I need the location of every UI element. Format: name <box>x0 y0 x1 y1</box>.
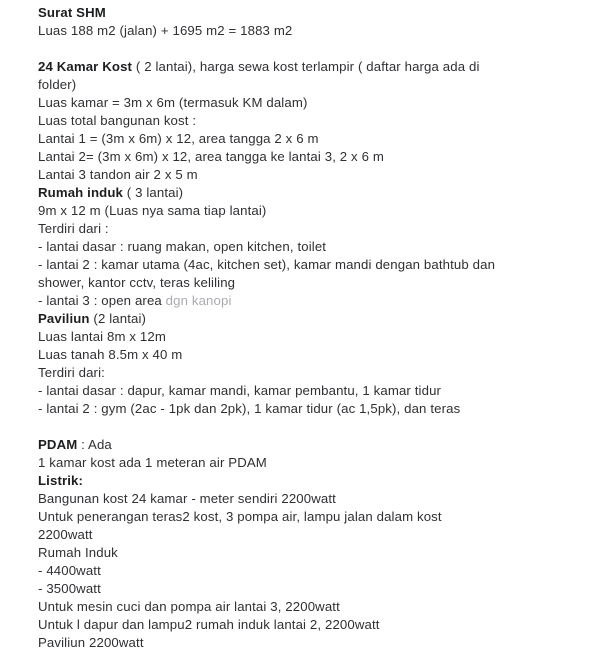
section-heading-detail: (2 lantai) <box>89 311 147 326</box>
text-line <box>38 112 500 130</box>
text-run: Lantai 3 tandon air 2 x 5 m <box>38 167 198 182</box>
text-line <box>38 148 500 166</box>
text-line <box>38 508 500 544</box>
section-heading-detail: : Ada <box>77 437 112 452</box>
text-run: Rumah Induk <box>38 545 118 560</box>
text-line <box>38 166 500 184</box>
text-run: - 3500watt <box>38 581 101 596</box>
text-run: - lantai 2 : kamar utama (4ac, kitchen set), kamar mandi dengan bathtub dan shower, kantor cctv, teras keliling <box>38 257 496 290</box>
text-run: Lantai 2= (3m x 6m) x 12, area tangga ke lantai 3, 2 x 6 m <box>38 149 384 164</box>
text-line <box>38 238 500 256</box>
muted-text-run: dgn kanopi <box>165 293 232 308</box>
text-run: - lantai 2 : gym (2ac - 1pk dan 2pk), 1 kamar tidur (ac 1,5pk), dan teras <box>38 401 461 416</box>
text-line <box>38 580 500 598</box>
section-heading-label: Paviliun <box>38 311 90 326</box>
text-run: Untuk mesin cuci dan pompa air lantai 3, 2200watt <box>38 599 340 614</box>
text-line <box>38 490 500 508</box>
text-run: Terdiri dari : <box>38 221 109 236</box>
text-line <box>38 454 500 472</box>
text-run: Luas total bangunan kost : <box>38 113 197 128</box>
text-line <box>38 256 500 292</box>
text-run: Bangunan kost 24 kamar - meter sendiri 2200watt <box>38 491 336 506</box>
text-run: Luas lantai 8m x 12m <box>38 329 166 344</box>
section-heading-inline <box>38 184 500 202</box>
text-run: Paviliun 2200watt <box>38 635 144 650</box>
text-line <box>38 598 500 616</box>
section-heading-detail: ( 3 lantai) <box>122 185 184 200</box>
section-heading-detail: ( 2 lantai), harga sewa kost terlampir ( daftar harga ada di folder) <box>38 59 480 92</box>
text-line <box>38 400 500 418</box>
section-heading-inline <box>38 58 500 94</box>
text-run: Lantai 1 = (3m x 6m) x 12, area tangga 2 x 6 m <box>38 131 319 146</box>
text-run: - lantai dasar : dapur, kamar mandi, kamar pembantu, 1 kamar tidur <box>38 383 442 398</box>
text-run: - lantai 3 : open area <box>38 293 166 308</box>
text-run: Luas kamar = 3m x 6m (termasuk KM dalam) <box>38 95 308 110</box>
section-heading: Listrik: <box>38 473 84 488</box>
text-line <box>38 544 500 562</box>
text-run: Luas 188 m2 (jalan) + 1695 m2 = 1883 m2 <box>38 23 293 38</box>
section-heading-inline <box>38 310 500 328</box>
text-run: Untuk l dapur dan lampu2 rumah induk lantai 2, 2200watt <box>38 617 380 632</box>
section-heading-label: PDAM <box>38 437 78 452</box>
text-line <box>38 616 500 634</box>
paragraph-spacer <box>38 418 500 436</box>
text-run: - 4400watt <box>38 563 101 578</box>
text-line <box>38 328 500 346</box>
text-run: - lantai dasar : ruang makan, open kitchen, toilet <box>38 239 327 254</box>
text-line <box>38 364 500 382</box>
text-run: Untuk penerangan teras2 kost, 3 pompa air, lampu jalan dalam kost 2200watt <box>38 509 442 542</box>
section-heading-inline <box>38 436 500 454</box>
section-heading: Surat SHM <box>38 5 106 20</box>
section-heading-label: Rumah induk <box>38 185 123 200</box>
paragraph-spacer <box>38 40 500 58</box>
text-run: Terdiri dari: <box>38 365 105 380</box>
text-line <box>38 346 500 364</box>
text-line <box>38 562 500 580</box>
text-line <box>38 22 500 40</box>
text-line <box>38 382 500 400</box>
section-heading-label: 24 Kamar Kost <box>38 59 133 74</box>
text-run: Luas tanah 8.5m x 40 m <box>38 347 183 362</box>
text-line <box>38 220 500 238</box>
text-line <box>38 292 500 310</box>
document-body <box>38 4 500 652</box>
text-line <box>38 94 500 112</box>
text-line <box>38 634 500 652</box>
text-run: 9m x 12 m (Luas nya sama tiap lantai) <box>38 203 267 218</box>
text-line <box>38 130 500 148</box>
text-run: 1 kamar kost ada 1 meteran air PDAM <box>38 455 267 470</box>
text-line <box>38 202 500 220</box>
